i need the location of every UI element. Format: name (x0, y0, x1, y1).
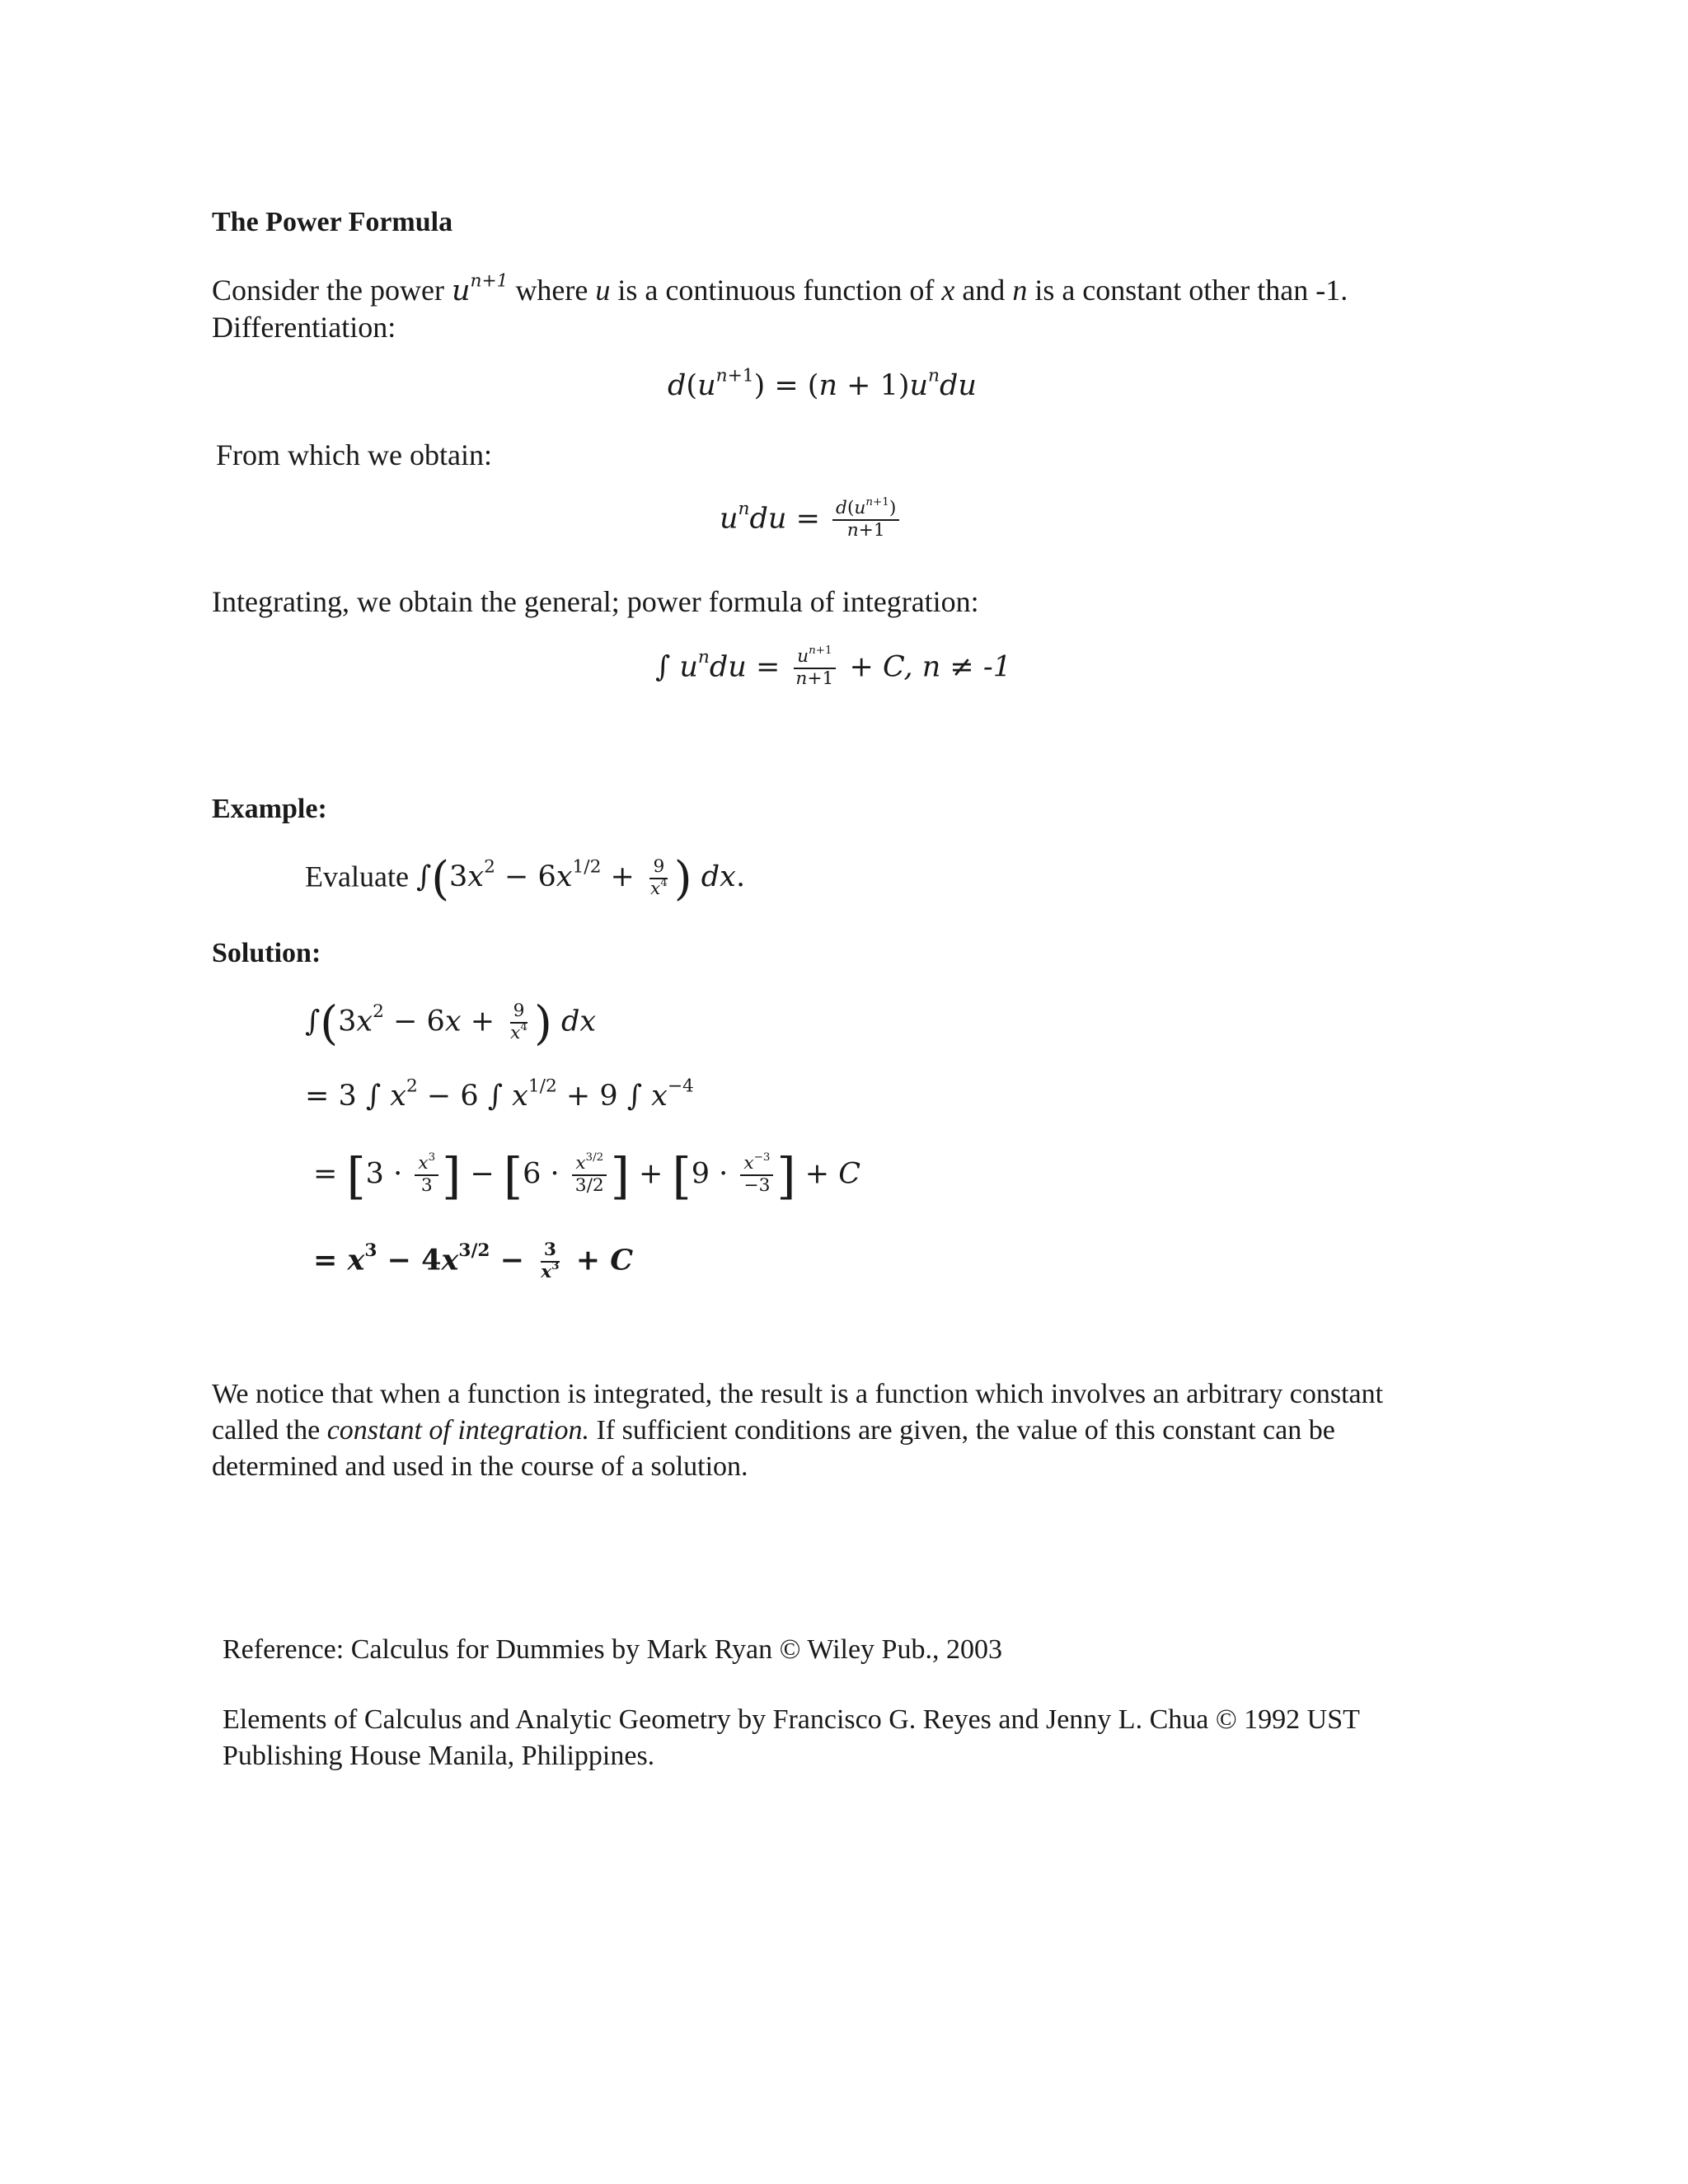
solution-step-1: $\int(3x^2 - 6x$ + $\frac{9}{x^4}$ ) dx (305, 996, 597, 1051)
solution-result: = $x^3 - 4x^{3/2}$ − $\frac{3}{x^3}$ + C (313, 1240, 634, 1282)
differentiation-equation: $d(u^{n+1}) = (n + 1)u^ndu$ (668, 365, 977, 402)
var-x: x (941, 274, 955, 307)
intro-text-3: is a continuous function of (610, 274, 942, 307)
closing-paragraph (212, 1376, 1415, 1485)
page-title: The Power Formula (212, 207, 453, 237)
power-expression: $u^{n+1}$ (451, 270, 509, 307)
var-u: u (595, 274, 611, 307)
intro-text-1: Consider the power (212, 274, 452, 307)
reference-2: Elements of Calculus and Analytic Geometry by Francisco G. Reyes and Jenny L. Chua © 1992 UST Publishing House Manila, Philippines. (223, 1704, 1360, 1771)
example-heading: Example: (212, 794, 327, 824)
closing-text-1: We notice that when a function is integrated, the result is a function which involves an arbitrary constant called the (212, 1379, 1384, 1446)
var-n: n (1012, 274, 1028, 307)
intro-paragraph (212, 272, 1547, 345)
intro-text-4: and (954, 274, 1013, 307)
from-which-label: From which we obtain: (216, 438, 492, 471)
differentiation-label: Differentiation: (212, 311, 396, 344)
solution-step-3: = [3 · $\frac{x^3}{3}$ ] − [6 · $\frac{x^{3/2}}{3/2}$ ] + [9 · $\frac{x^{-3}}{-3}$ ] + C (313, 1148, 860, 1206)
evaluate-label: Evaluate (305, 860, 409, 893)
power-formula: ∫ $u^ndu$ = $\frac{u^{n+1}}{n+1}$ + C, n ≠ -1 (655, 644, 1011, 689)
solved-equation: $u^ndu$ = $\frac{d(u^{n+1})}{n+1}$ (720, 499, 903, 541)
intro-text-2: where (508, 274, 596, 307)
closing-text-2: If sufficient conditions are given, the value of this constant can be determined and used in the course of a solution. (212, 1415, 1335, 1482)
formula-condition: , n ≠ -1 (903, 650, 1011, 684)
intro-text-5: is a constant other than -1. (1027, 274, 1348, 307)
reference-1: Reference: Calculus for Dummies by Mark Ryan © Wiley Pub., 2003 (223, 1634, 1002, 1665)
solution-heading: Solution: (212, 938, 321, 968)
solution-step-2: = 3 ∫ $x^2 - 6$ ∫ $x^{1/2} + 9$ ∫ $x^{-4}$ (305, 1076, 694, 1113)
example-problem: Evaluate $\int(3x^2 - 6x^{1/2}$ + $\frac{9}{x^4}$ ) dx. (305, 852, 746, 907)
constant-of-integration-term: constant of integration. (326, 1415, 589, 1446)
integrating-label: Integrating, we obtain the general; power formula of integration: (212, 585, 979, 618)
